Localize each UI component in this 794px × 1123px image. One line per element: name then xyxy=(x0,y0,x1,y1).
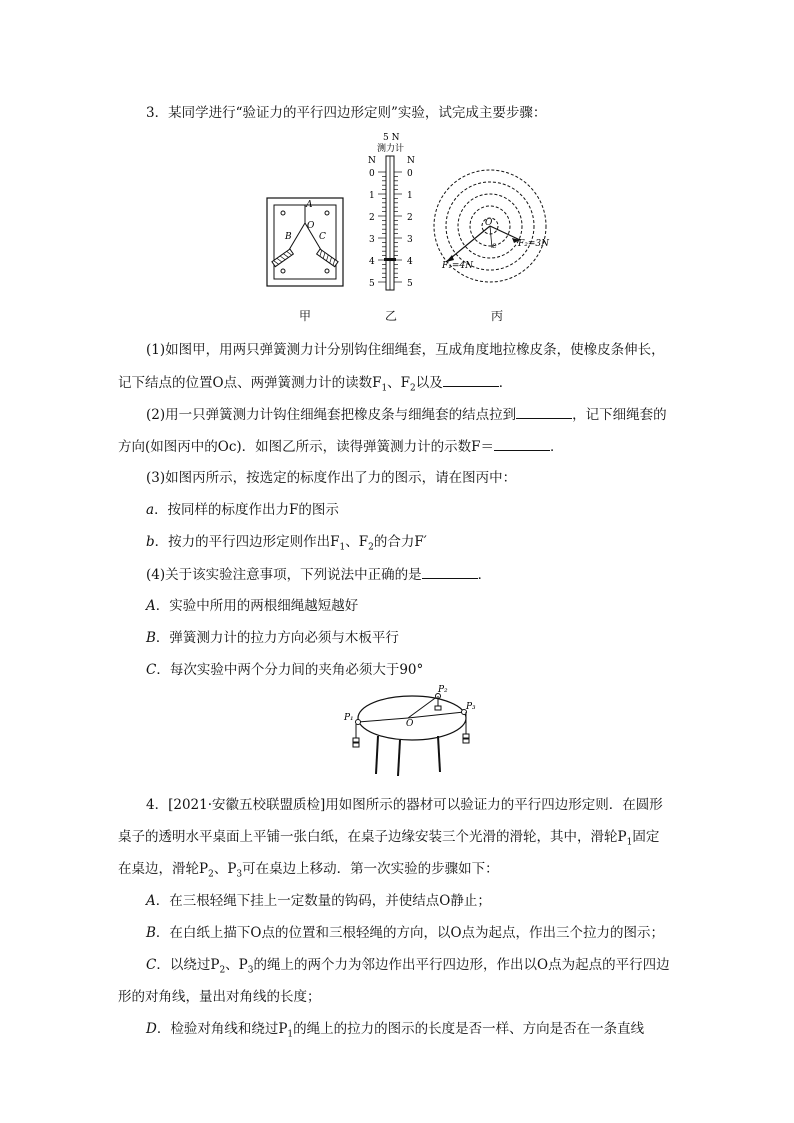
q4-number: 4． xyxy=(146,797,169,813)
q3-optA-label: A xyxy=(146,598,156,614)
figure-bing xyxy=(432,168,552,288)
q3-p1-line2: 记下结点的位置O点、两弹簧测力计的读数$F_1$、$F_2$以及 ． xyxy=(118,372,512,399)
q4-step-C-line2: 形的对角线，量出对角线的长度； xyxy=(118,989,321,1005)
q3-p3b-label: b xyxy=(146,534,155,550)
caption-jia: 甲 xyxy=(299,309,312,323)
meter-top-label: 5 N xyxy=(383,133,400,143)
q4-stepC-text: ．以绕过P xyxy=(156,957,220,973)
q4-stem-line3: 在桌边，滑轮$P_2$、$P_3$可在桌边上移动．第一次实验的步骤如下： xyxy=(118,861,499,880)
q3-p3b-text: ．按力的平行四边形定则作出F xyxy=(154,534,340,550)
bing-c: c xyxy=(492,241,497,250)
q3-p3b: b．按力的平行四边形定则作出$F_1$、$F_2$的合力F′ xyxy=(146,534,427,553)
q3-p2-text3: 方向(如图丙中的Oc)．如图乙所示，读得弹簧测力计的示数F＝ xyxy=(118,439,495,455)
q4-stepD-text2: 的绳上的拉力的图示的长度是否一样、方向是否在一条直线 xyxy=(293,1021,645,1037)
figure-jia xyxy=(266,197,346,289)
blank-1[interactable] xyxy=(443,372,499,387)
q4-stepC-text2: 的绳上的两个力为邻边作出平行四边形，作出以O点为起点的平行四边 xyxy=(253,957,670,973)
blank-3[interactable] xyxy=(494,436,550,451)
q3-p2-text2: ，记下细绳套的 xyxy=(572,407,667,423)
meter-unit-left: N xyxy=(368,156,376,166)
scale-left-1: 1 xyxy=(369,191,375,201)
meter-unit-right: N xyxy=(407,156,415,166)
caption-bing: 丙 xyxy=(491,309,504,323)
q4-stem-text4: 在桌边，滑轮P xyxy=(118,861,209,877)
label-P1: P₁ xyxy=(344,713,354,723)
q3-stem xyxy=(146,103,546,123)
q3-p2-line2: 方向(如图丙中的Oc)．如图乙所示，读得弹簧测力计的示数F＝ ． xyxy=(118,436,564,457)
q3-p3a xyxy=(146,500,339,520)
scale-right-5: 5 xyxy=(407,279,413,289)
bing-O: O xyxy=(485,218,493,228)
label-P2: P₂ xyxy=(438,685,448,695)
q3-p1-text2: 以及 xyxy=(415,375,443,391)
q3-p4-text: (4)关于该实验注意事项，下列说法中正确的是 xyxy=(146,567,422,583)
figure-round-table xyxy=(340,682,480,778)
q3-p3a-label: a xyxy=(146,502,155,518)
scale-right-2: 2 xyxy=(407,213,413,223)
q3-optC-text: ．每次实验中两个分力间的夹角必须大于90° xyxy=(156,662,424,678)
q3-option-B xyxy=(146,628,399,648)
scale-left-4: 4 xyxy=(369,257,375,267)
q4-stepD-text: ．检验对角线和绕过P xyxy=(156,1021,288,1037)
q3-p1-line1: (1)如图甲，用两只弹簧测力计分别钩住细绳套，互成角度地拉橡皮条，使橡皮条伸长， xyxy=(146,342,665,358)
blank-2[interactable] xyxy=(516,404,572,419)
q4-step-D: D．检验对角线和绕过$P_1$的绳上的拉力的图示的长度是否一样、方向是否在一条直线 xyxy=(146,1021,645,1040)
label-C: C xyxy=(319,232,326,242)
q3-optB-label: B xyxy=(146,630,156,646)
caption-yi: 乙 xyxy=(385,309,398,323)
q4-stepA-label: A xyxy=(146,893,156,909)
q4-stepA-text: ．在三根轻绳下挂上一定数量的钩码，并使结点O静止； xyxy=(155,893,491,909)
scale-left-2: 2 xyxy=(369,213,375,223)
q3-stem-text: 某同学进行“验证力的平行四边形定则”实验，试完成主要步骤： xyxy=(168,105,547,121)
q3-optC-label: C xyxy=(146,662,157,678)
q4-stem-text2: 桌子的透明水平桌面上平铺一张白纸，在桌子边缘安装三个光滑的滑轮，其中，滑轮P xyxy=(118,829,627,845)
q4-stem-line2: 桌子的透明水平桌面上平铺一张白纸，在桌子边缘安装三个光滑的滑轮，其中，滑轮$P_1$固定 xyxy=(118,829,660,848)
q4-step-B xyxy=(146,923,664,943)
q4-stem-text3: 固定 xyxy=(632,829,660,845)
q3-option-A xyxy=(146,596,358,616)
q3-number: 3． xyxy=(146,105,169,121)
q4-stem-text5: 可在桌边上移动．第一次实验的步骤如下： xyxy=(242,861,499,877)
q3-p2-text: (2)用一只弹簧测力计钩住细绳套把橡皮条与细绳套的结点拉到 xyxy=(146,407,517,423)
scale-left-5: 5 xyxy=(369,279,375,289)
q3-optA-text: ．实验中所用的两根细绳越短越好 xyxy=(155,598,359,614)
scale-right-4: 4 xyxy=(407,257,413,267)
label-A: A xyxy=(306,200,313,210)
scale-right-1: 1 xyxy=(407,191,413,201)
q4-stepB-label: B xyxy=(146,925,156,941)
scale-right-3: 3 xyxy=(407,235,413,245)
q3-option-C xyxy=(146,660,423,680)
meter-title: 测力计 xyxy=(377,144,405,154)
q3-optB-text: ．弹簧测力计的拉力方向必须与木板平行 xyxy=(155,630,399,646)
bing-F2: F₂=3N xyxy=(518,239,549,249)
q3-p3b-text2: 的合力F′ xyxy=(373,534,427,550)
q4-stepB-text: ．在白纸上描下O点的位置和三根轻绳的方向，以O点为起点，作出三个拉力的图示； xyxy=(155,925,665,941)
q3-p3a-text: ．按同样的标度作出力F的图示 xyxy=(154,502,339,518)
q4-step-C-line1: C．以绕过$P_2$、$P_3$的绳上的两个力为邻边作出平行四边形，作出以O点为起点的平行四边 xyxy=(146,957,670,976)
q4-stem-line1 xyxy=(146,795,663,815)
label-O-table: O xyxy=(406,719,414,729)
q3-p1-text: 记下结点的位置O点、两弹簧测力计的读数F xyxy=(118,375,382,391)
scale-left-0: 0 xyxy=(369,169,375,179)
blank-4[interactable] xyxy=(422,564,478,579)
scale-right-0: 0 xyxy=(407,169,413,179)
bing-F1: F₁=4N xyxy=(442,261,473,271)
label-P3: P₃ xyxy=(466,702,476,712)
q3-p4: (4)关于该实验注意事项，下列说法中正确的是 ． xyxy=(146,564,491,585)
label-O: O xyxy=(307,221,315,231)
q4-stepC-label: C xyxy=(146,957,157,973)
q4-stepD-label: D xyxy=(146,1021,157,1037)
figure-yi-spring-scale xyxy=(362,130,420,292)
scale-left-3: 3 xyxy=(369,235,375,245)
label-B: B xyxy=(285,232,292,242)
q3-p3: (3)如图丙所示，按选定的标度作出了力的图示，请在图丙中： xyxy=(146,470,517,486)
q3-p2-line1 xyxy=(146,404,667,425)
q4-stem-text: [2021·安徽五校联盟质检]用如图所示的器材可以验证力的平行四边形定则．在圆形 xyxy=(168,797,663,813)
q4-step-A xyxy=(146,891,491,911)
